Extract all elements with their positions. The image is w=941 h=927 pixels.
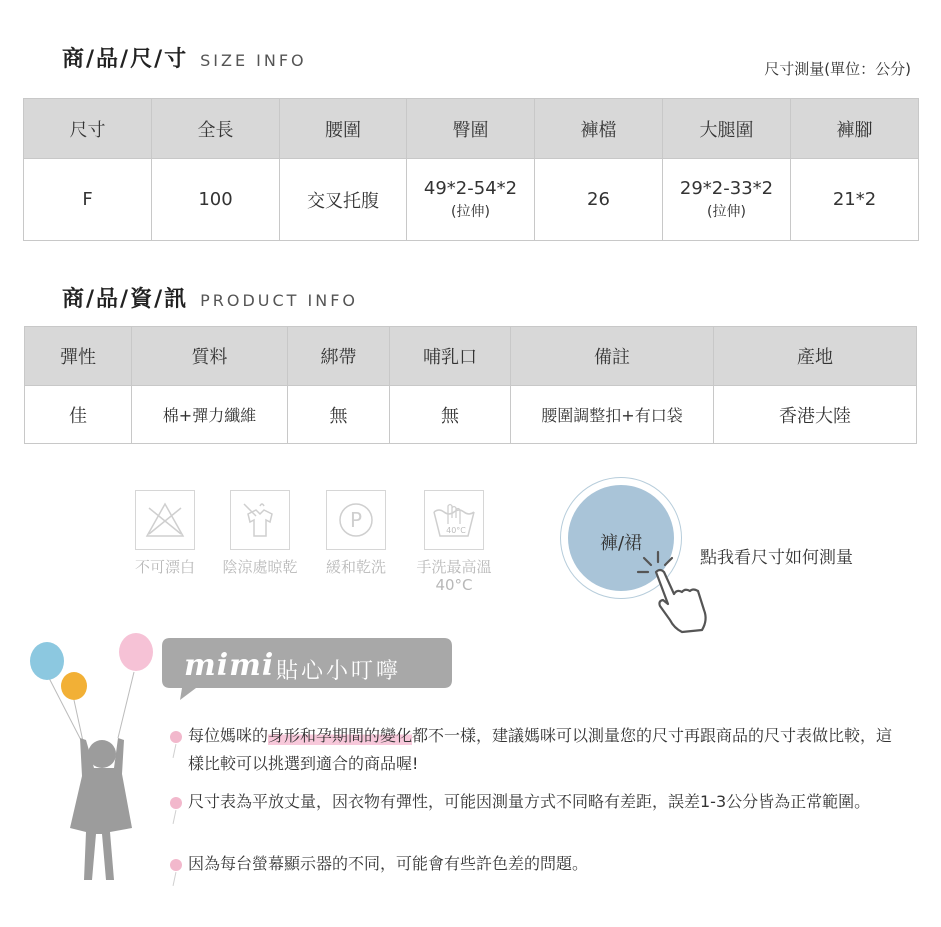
blue-balloon-icon — [30, 642, 64, 680]
info-header-notes: 備註 — [511, 327, 714, 386]
size-header-size: 尺寸 — [24, 99, 152, 159]
product-title-zh: 商/品/資/訊 — [62, 287, 189, 312]
svg-text:P: P — [349, 508, 363, 532]
size-header-hip: 臀圍 — [407, 99, 535, 159]
size-header-hem: 褲腳 — [791, 99, 919, 159]
care-label-hand-wash-line2: 40°C — [435, 576, 473, 594]
bullet-line — [173, 872, 177, 886]
info-cell-material: 棉+彈力纖維 — [132, 386, 288, 444]
size-title-en: SIZE INFO — [200, 51, 307, 70]
gentle-dryclean-icon — [326, 490, 386, 550]
measure-guide-link[interactable]: 點我看尺寸如何測量 — [700, 548, 853, 568]
mimi-logo: mimi — [184, 648, 275, 683]
tips-banner-text — [162, 638, 452, 690]
size-cell-hem: 21*2 — [791, 159, 919, 241]
size-cell-waist: 交叉托腹 — [280, 159, 407, 241]
size-header-crotch: 褲檔 — [535, 99, 663, 159]
size-cell-size: F — [24, 159, 152, 241]
tip-item — [168, 788, 908, 816]
size-header-length: 全長 — [152, 99, 280, 159]
hand-wash-temp: 40°C — [446, 526, 466, 535]
info-cell-strap: 無 — [288, 386, 390, 444]
info-header-elasticity: 彈性 — [25, 327, 132, 386]
no-bleach-icon — [135, 490, 195, 550]
size-cell-length: 100 — [152, 159, 280, 241]
bullet-dot-icon — [170, 731, 182, 743]
info-table-row — [25, 386, 917, 444]
unit-note: 尺寸測量(單位：公分) — [764, 60, 911, 78]
info-header-material: 質料 — [132, 327, 288, 386]
size-table-row — [24, 159, 919, 241]
info-cell-origin: 香港大陸 — [714, 386, 917, 444]
size-table — [23, 98, 919, 241]
product-title-en: PRODUCT INFO — [200, 291, 359, 310]
care-gentle-dryclean — [311, 490, 401, 576]
hand-wash-icon — [424, 490, 484, 550]
size-cell-crotch: 26 — [535, 159, 663, 241]
tip-item — [168, 722, 908, 778]
info-cell-elasticity: 佳 — [25, 386, 132, 444]
info-cell-notes: 腰圍調整扣+有口袋 — [511, 386, 714, 444]
info-header-strap: 綁帶 — [288, 327, 390, 386]
shade-dry-icon — [230, 490, 290, 550]
care-label-gentle-dryclean: 緩和乾洗 — [325, 558, 386, 576]
size-table-header-row — [24, 99, 919, 159]
info-cell-nursing: 無 — [390, 386, 511, 444]
orange-balloon-icon — [61, 672, 87, 700]
product-info-table — [24, 326, 917, 444]
hip-value: 49*2-54*2 — [423, 178, 518, 199]
size-header-thigh: 大腿圍 — [663, 99, 791, 159]
care-label-no-bleach: 不可漂白 — [134, 558, 195, 576]
hip-note: (拉伸) — [451, 204, 490, 220]
tip-1-pre: 每位媽咪的 — [188, 726, 269, 745]
girl-silhouette-icon — [70, 738, 132, 880]
tip-2-text: 尺寸表為平放丈量，因衣物有彈性，可能因測量方式不同略有差距，誤差1-3公分皆為正常範圍。 — [188, 792, 871, 811]
girl-balloons-illustration — [22, 628, 162, 888]
measure-circle-label: 褲/裙 — [599, 533, 643, 554]
tip-item — [168, 850, 908, 878]
thigh-value: 29*2-33*2 — [679, 178, 774, 199]
care-no-bleach — [120, 490, 210, 576]
bullet-line — [173, 810, 177, 824]
size-header-waist: 腰圍 — [280, 99, 407, 159]
info-table-header-row — [25, 327, 917, 386]
size-cell-thigh — [663, 159, 791, 241]
size-title-zh: 商/品/尺/寸 — [62, 47, 189, 72]
tip-1-highlight: 身形和孕期間的變化 — [268, 726, 413, 745]
product-info-title — [62, 282, 358, 313]
bullet-dot-icon — [170, 859, 182, 871]
care-shade-dry — [215, 490, 305, 576]
bullet-dot-icon — [170, 797, 182, 809]
care-hand-wash — [409, 490, 499, 594]
thigh-note: (拉伸) — [707, 204, 746, 220]
info-header-origin: 產地 — [714, 327, 917, 386]
bullet-line — [173, 744, 177, 758]
size-info-title — [62, 42, 307, 73]
tip-3-text: 因為每台螢幕顯示器的不同，可能會有些許色差的問題。 — [188, 854, 589, 873]
care-label-shade-dry: 陰涼處晾乾 — [222, 558, 298, 576]
care-label-hand-wash — [409, 558, 499, 594]
care-label-hand-wash-line1: 手洗最高溫 — [416, 558, 492, 576]
tips-title: 貼心小叮嚀 — [276, 659, 402, 684]
info-header-nursing: 哺乳口 — [390, 327, 511, 386]
pink-balloon-icon — [119, 633, 153, 671]
size-cell-hip — [407, 159, 535, 241]
tip-1-post: 都不一樣，建議媽咪可以測量您的尺寸再跟商品的尺寸表做比較，這樣比較可以挑選到適合的商品喔! — [188, 726, 893, 773]
